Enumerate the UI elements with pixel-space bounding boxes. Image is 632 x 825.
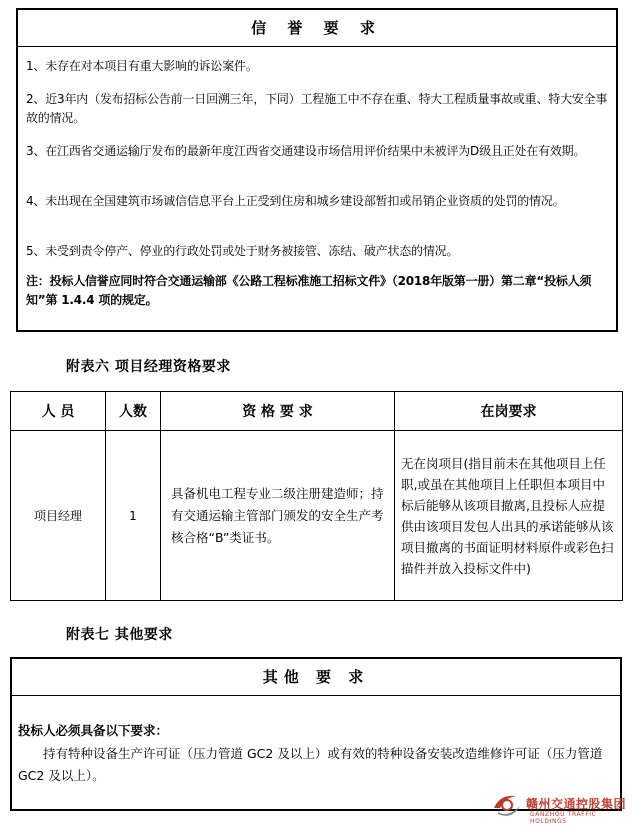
table7-heading: 附表七 其他要求 <box>66 627 173 643</box>
table-header-row <box>11 392 623 431</box>
other-requirements-box <box>10 657 622 811</box>
table6-heading: 附表六 项目经理资格要求 <box>66 359 231 375</box>
cell-qualification: 具备机电工程专业二级注册建造师；持有交通运输主管部门颁发的安全生产考核合格“B”类证书。 <box>161 431 395 601</box>
cell-count: 1 <box>106 431 161 601</box>
other-text: 持有特种设备生产许可证（压力管道 GC2 及以上）或有效的特种设备安装改造维修许可证（压力管道 GC2 及以上）。 <box>18 746 603 783</box>
other-subheading: 投标人必须具备以下要求： <box>18 723 169 738</box>
credit-note: 注：投标人信誉应同时符合交通运输部《公路工程标准施工招标文件》（2018年版第一册）第二章“投标人须知”第 1.4.4 项的规定。 <box>26 274 592 307</box>
header-count: 人数 <box>106 392 161 431</box>
watermark-subtitle: GANZHOU TRAFFIC HOLDINGS <box>530 811 597 825</box>
header-qualification: 资 格 要 求 <box>161 392 395 431</box>
credit-item-5: 5、未受到责令停产、停业的行政处罚或处于财务被接管、冻结、破产状态的情况。 <box>26 244 459 258</box>
credit-item-1: 1、未存在对本项目有重大影响的诉讼案件。 <box>26 59 258 73</box>
credit-item-2: 2、近3年内（发布招标公告前一日回溯三年，下同）工程施工中不存在重、特大工程质量事故或重、特大安全事故的情况。 <box>26 92 608 125</box>
other-title: 其他 要 求 <box>12 659 620 696</box>
logo-icon <box>490 790 524 820</box>
header-person: 人 员 <box>11 392 106 431</box>
credit-requirements-box <box>16 8 618 332</box>
table-row <box>11 431 623 601</box>
cell-on-post: 无在岗项目(指目前未在其他项目上任职,或虽在其他项目上任职但本项目中标后能够从该项目撤离,且投标人应提供由该项目发包人出具的承诺能够从该项目撤离的书面证明材料原件或彩色扫描件并放入投标文件中) <box>395 431 623 601</box>
watermark-name: 赣州交通控股集团 <box>526 797 627 811</box>
cell-person: 项目经理 <box>11 431 106 601</box>
credit-item-4: 4、未出现在全国建筑市场诚信信息平台上正受到住房和城乡建设部暂扣或吊销企业资质的处罚的情况。 <box>26 194 565 208</box>
company-watermark <box>490 790 632 825</box>
credit-item-3: 3、在江西省交通运输厅发布的最新年度江西省交通建设市场信用评价结果中未被评为D级且正处在有效期。 <box>26 144 586 158</box>
header-on-post: 在岗要求 <box>395 392 623 431</box>
project-manager-table <box>10 391 623 601</box>
credit-title: 信 誉 要 求 <box>18 10 616 47</box>
